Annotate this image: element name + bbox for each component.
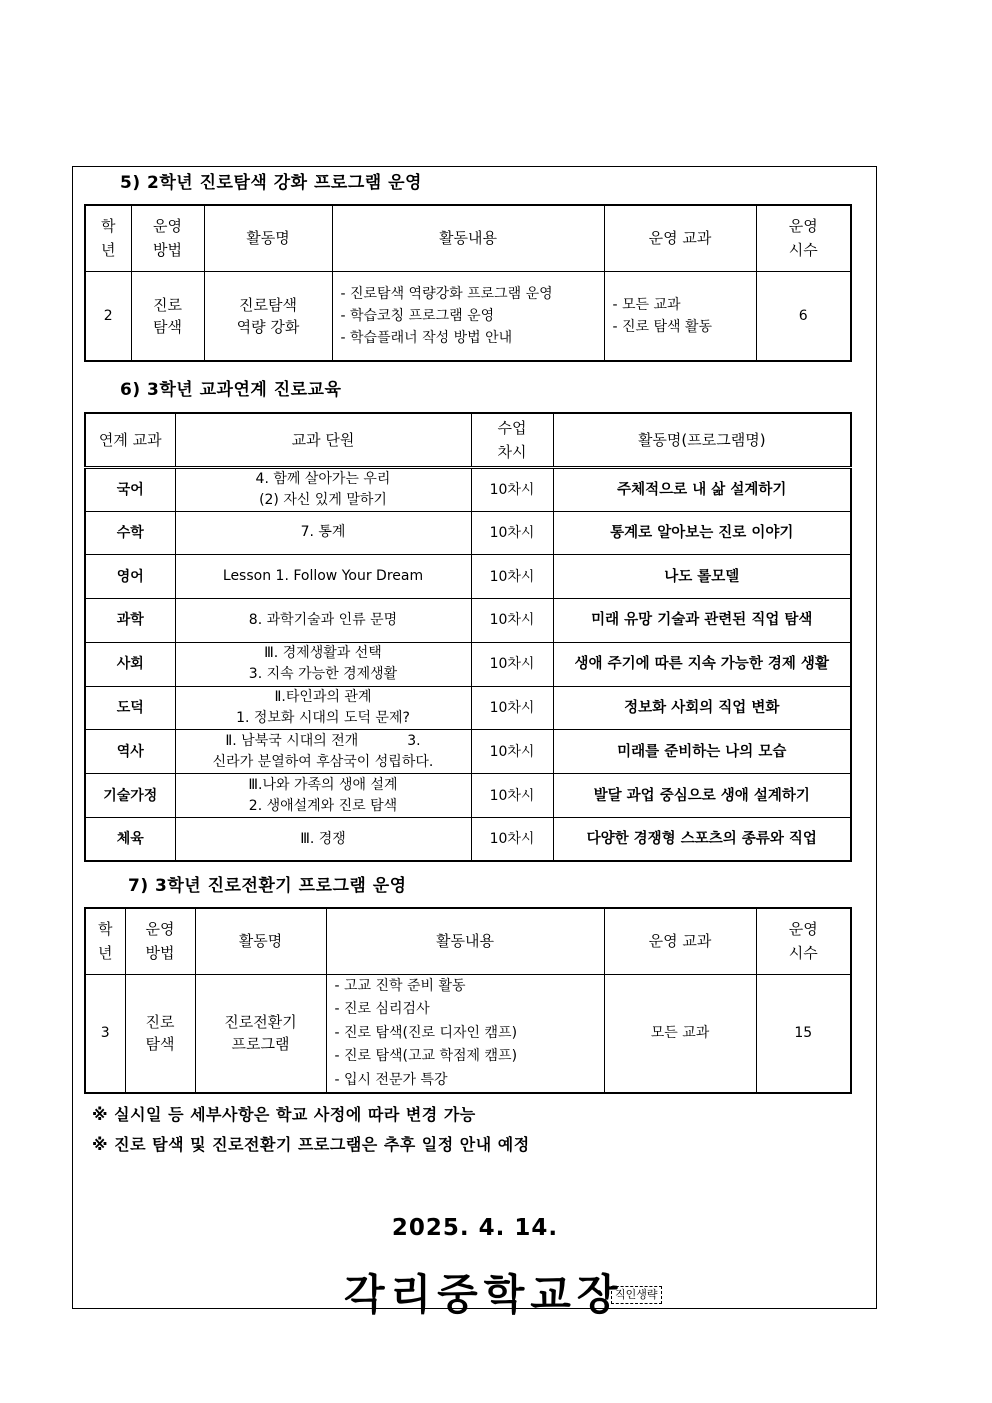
program-cell: 미래 유망 기술과 관련된 직업 탐색 — [553, 599, 851, 643]
table-row — [85, 818, 851, 862]
header-activity: 활동명 — [195, 908, 326, 974]
unit-cell: Ⅲ. 경쟁 — [175, 818, 471, 862]
subject-cell: 역사 — [85, 730, 175, 774]
table-row — [85, 599, 851, 643]
header-method: 운영 방법 — [131, 205, 204, 271]
subject-cell: 기술가정 — [85, 774, 175, 818]
header-hours: 운영 시수 — [756, 908, 851, 974]
program-cell: 정보화 사회의 직업 변화 — [553, 686, 851, 730]
table-header-row — [85, 908, 851, 974]
header-unit: 교과 단원 — [175, 413, 471, 467]
sessions-cell: 10차시 — [471, 467, 553, 511]
subject-cell: 사회 — [85, 642, 175, 686]
program-cell: 발달 과업 중심으로 생애 설계하기 — [553, 774, 851, 818]
hours-cell: 6 — [756, 271, 851, 361]
program-cell: 통계로 알아보는 진로 이야기 — [553, 511, 851, 555]
section7-title: 7) 3학년 진로전환기 프로그램 운영 — [128, 876, 407, 896]
school-principal: 각리중학교장 — [344, 1270, 624, 1319]
header-subjects: 운영 교과 — [604, 908, 756, 974]
subjects-cell: 모든 교과 — [604, 974, 756, 1093]
program-cell: 나도 롤모델 — [553, 555, 851, 599]
section5-title: 5) 2학년 진로탐색 강화 프로그램 운영 — [120, 173, 422, 193]
hours-cell: 15 — [756, 974, 851, 1093]
program-cell: 다양한 경쟁형 스포츠의 종류와 직업 — [553, 818, 851, 862]
header-grade: 학 년 — [85, 908, 125, 974]
table-row — [85, 730, 851, 774]
header-method: 운영 방법 — [125, 908, 195, 974]
header-contents: 활동내용 — [332, 205, 604, 271]
table-header-row — [85, 205, 851, 271]
program-cell: 생애 주기에 따른 지속 가능한 경제 생활 — [553, 642, 851, 686]
header-linked-subject: 연계 교과 — [85, 413, 175, 467]
header-sessions: 수업 차시 — [471, 413, 553, 467]
subject-cell: 도덕 — [85, 686, 175, 730]
sessions-cell: 10차시 — [471, 555, 553, 599]
sessions-cell: 10차시 — [471, 686, 553, 730]
header-hours: 운영 시수 — [756, 205, 851, 271]
contents-cell: - 진로탐색 역량강화 프로그램 운영 - 학습코칭 프로그램 운영 - 학습플래너 작성 방법 안내 — [332, 271, 604, 361]
note-1: ※ 실시일 등 세부사항은 학교 사정에 따라 변경 가능 — [92, 1105, 476, 1124]
program-cell: 미래를 준비하는 나의 모습 — [553, 730, 851, 774]
header-grade: 학 년 — [85, 205, 131, 271]
subject-cell: 국어 — [85, 467, 175, 511]
seal-omitted-stamp: 직인생략 — [611, 1286, 662, 1304]
table-row — [85, 774, 851, 818]
grade-cell: 2 — [85, 271, 131, 361]
section5-table — [84, 204, 852, 362]
sessions-cell: 10차시 — [471, 774, 553, 818]
subjects-cell: - 모든 교과 - 진로 탐색 활동 — [604, 271, 756, 361]
table-header-row — [85, 413, 851, 467]
table-row — [85, 974, 851, 1093]
program-cell: 주체적으로 내 삶 설계하기 — [553, 467, 851, 511]
sessions-cell: 10차시 — [471, 599, 553, 643]
table-row — [85, 642, 851, 686]
header-program: 활동명(프로그램명) — [553, 413, 851, 467]
header-contents: 활동내용 — [326, 908, 604, 974]
subject-cell: 과학 — [85, 599, 175, 643]
contents-cell: - 고교 진학 준비 활동 - 진로 심리검사 - 진로 탐색(진로 디자인 캠프) - 진로 탐색(고교 학점제 캠프) - 입시 전문가 특강 — [326, 974, 604, 1093]
unit-cell: Ⅱ. 남북국 시대의 전개 3. 신라가 분열하여 후삼국이 성립하다. — [175, 730, 471, 774]
section6-table — [84, 412, 852, 862]
unit-cell: 8. 과학기술과 인류 문명 — [175, 599, 471, 643]
method-cell: 진로 탐색 — [131, 271, 204, 361]
subject-cell: 체육 — [85, 818, 175, 862]
section6-title: 6) 3학년 교과연계 진로교육 — [120, 380, 342, 400]
header-activity: 활동명 — [204, 205, 332, 271]
unit-cell: 4. 함께 살아가는 우리 (2) 자신 있게 말하기 — [175, 467, 471, 511]
unit-cell: Ⅲ.나와 가족의 생애 설계 2. 생애설계와 진로 탐색 — [175, 774, 471, 818]
table-row — [85, 511, 851, 555]
unit-cell: Ⅲ. 경제생활과 선택 3. 지속 가능한 경제생활 — [175, 642, 471, 686]
sessions-cell: 10차시 — [471, 730, 553, 774]
unit-cell: 7. 통계 — [175, 511, 471, 555]
sessions-cell: 10차시 — [471, 511, 553, 555]
note-2: ※ 진로 탐색 및 진로전환기 프로그램은 추후 일정 안내 예정 — [92, 1135, 530, 1154]
unit-cell: Lesson 1. Follow Your Dream — [175, 555, 471, 599]
activity-cell: 진로탐색 역량 강화 — [204, 271, 332, 361]
table-row — [85, 555, 851, 599]
table-row — [85, 467, 851, 511]
sessions-cell: 10차시 — [471, 642, 553, 686]
activity-cell: 진로전환기 프로그램 — [195, 974, 326, 1093]
document-date: 2025. 4. 14. — [391, 1215, 559, 1241]
unit-cell: Ⅱ.타인과의 관계 1. 정보화 시대의 도덕 문제? — [175, 686, 471, 730]
table-row — [85, 686, 851, 730]
subject-cell: 영어 — [85, 555, 175, 599]
subject-cell: 수학 — [85, 511, 175, 555]
section7-table — [84, 907, 852, 1094]
method-cell: 진로 탐색 — [125, 974, 195, 1093]
table-row — [85, 271, 851, 361]
header-subjects: 운영 교과 — [604, 205, 756, 271]
grade-cell: 3 — [85, 974, 125, 1093]
sessions-cell: 10차시 — [471, 818, 553, 862]
